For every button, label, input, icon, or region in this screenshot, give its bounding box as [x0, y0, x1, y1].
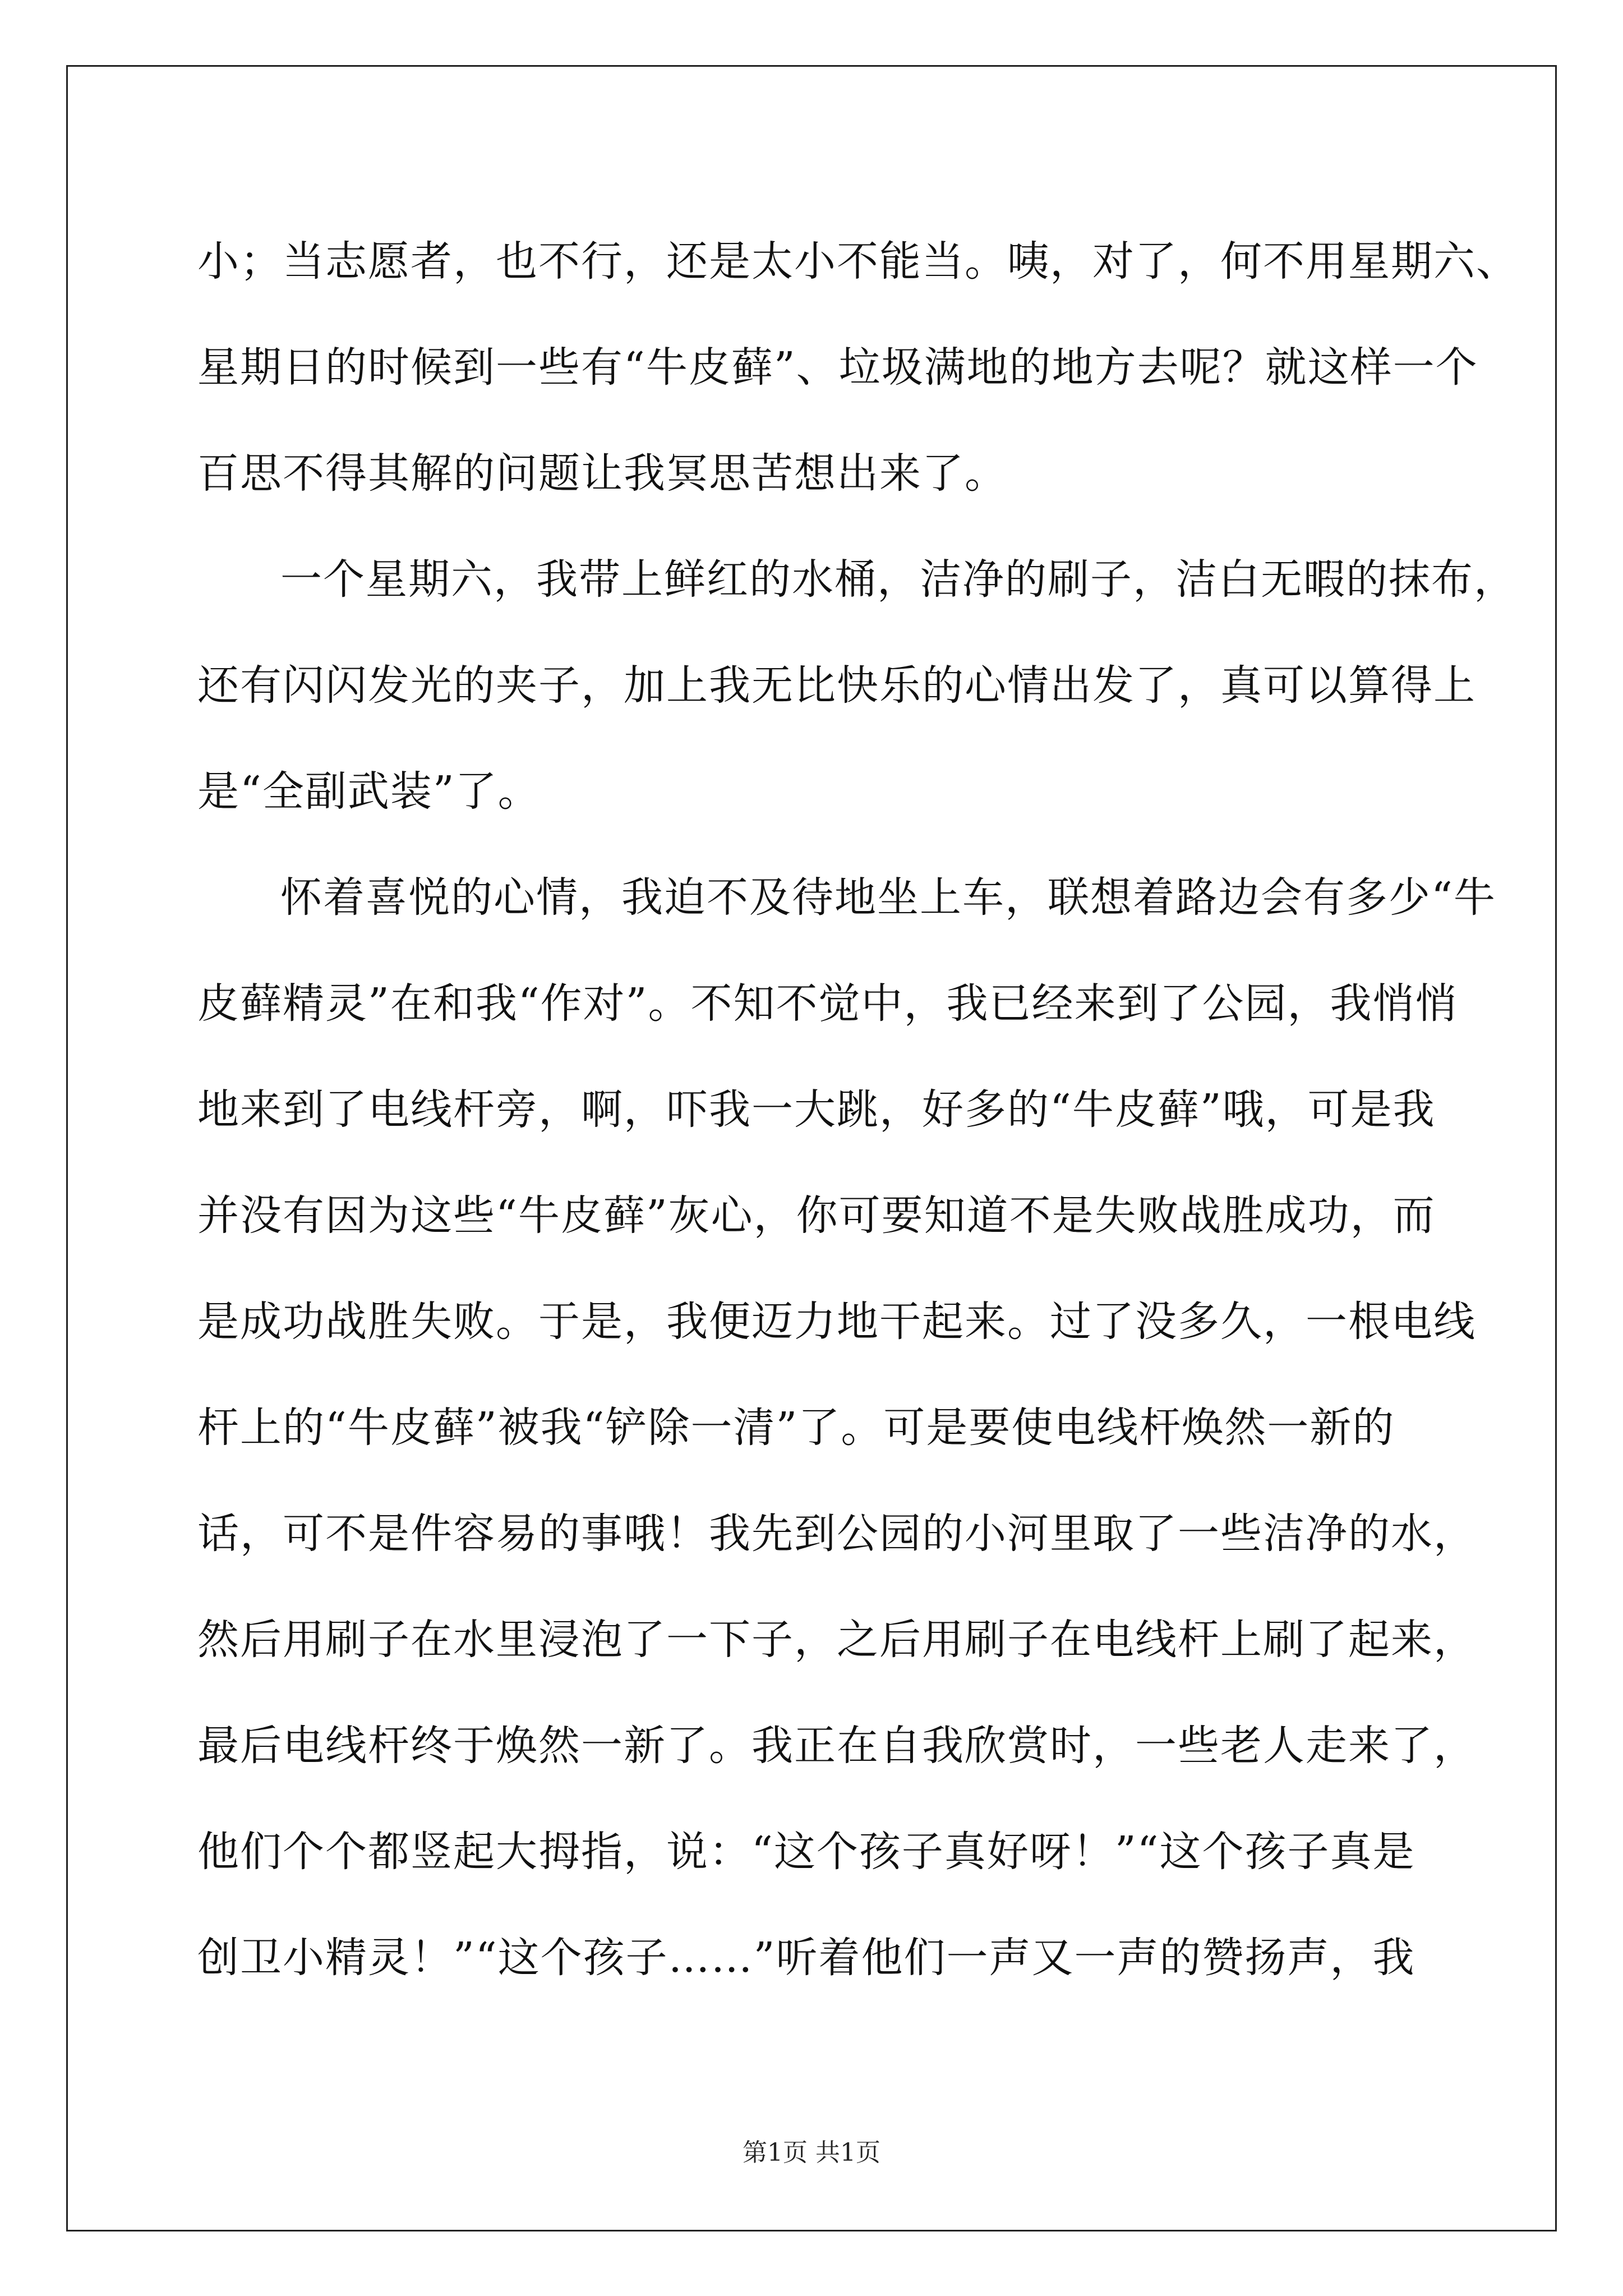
- text-line: 百思不得其解的问题让我冥思苦想出来了。: [197, 449, 1007, 498]
- text-line: 皮藓精灵”在和我“作对”。不知不觉中，我已经来到了公园，我悄悄: [197, 979, 1458, 1028]
- text-line: 并没有因为这些“牛皮藓”灰心，你可要知道不是失败战胜成功，而: [197, 1191, 1436, 1240]
- text-line: 小；当志愿者，也不行，还是太小不能当。咦，对了，何不用星期六、: [197, 237, 1519, 286]
- document-body: [197, 209, 1519, 2011]
- text-line: 地来到了电线杆旁，啊，吓我一大跳，好多的“牛皮藓”哦，可是我: [197, 1085, 1436, 1134]
- text-line: 星期日的时候到一些有“牛皮藓”、垃圾满地的地方去呢？就这样一个: [197, 343, 1478, 392]
- page-number-footer: 第1页 共1页: [743, 2138, 880, 2167]
- paragraph-start-line: 一个星期六，我带上鲜红的水桶，洁净的刷子，洁白无暇的抹布，: [280, 555, 1516, 604]
- text-line: 话，可不是件容易的事哦！我先到公园的小河里取了一些洁净的水，: [197, 1510, 1476, 1558]
- text-line: 是成功战胜失败。于是，我便迈力地干起来。过了没多久，一根电线: [197, 1297, 1476, 1346]
- text-line: 是“全副武装”了。: [197, 767, 541, 816]
- text-line: 创卫小精灵！”“这个孩子……”听着他们一声又一声的赞扬声，我: [197, 1934, 1415, 1982]
- text-line: 然后用刷子在水里浸泡了一下子，之后用刷子在电线杆上刷了起来，: [197, 1616, 1476, 1664]
- text-line: 杆上的“牛皮藓”被我“铲除一清”了。可是要使电线杆焕然一新的: [197, 1404, 1395, 1452]
- text-line: 最后电线杆终于焕然一新了。我正在自我欣赏时，一些老人走来了，: [197, 1722, 1476, 1770]
- text-line: 他们个个都竖起大拇指，说：“这个孩子真好呀！”“这个孩子真是: [197, 1828, 1415, 1876]
- text-line: 还有闪闪发光的夹子，加上我无比快乐的心情出发了，真可以算得上: [197, 661, 1476, 710]
- paragraph-start-line: 怀着喜悦的心情，我迫不及待地坐上车，联想着路边会有多少“牛: [280, 873, 1496, 922]
